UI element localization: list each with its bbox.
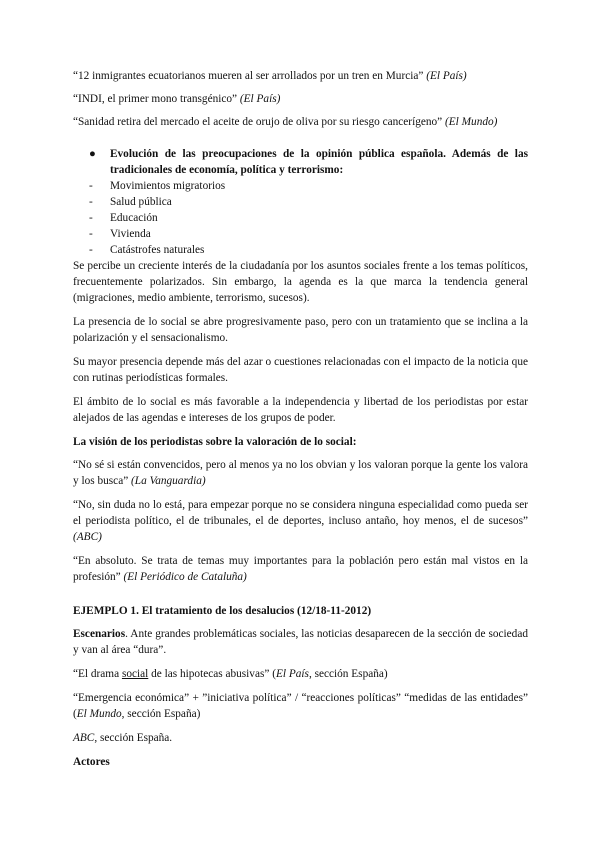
escenarios-paragraph: Escenarios. Ante grandes problemáticas sociales, las noticias desaparecen de la sección de sociedad y van al área “dura”. [73,628,528,656]
document-page [73,68,528,770]
headline-source: (El País) [426,70,467,82]
bullet-heading: ● Evolución de las preocupaciones de la opinión pública española. Además de las tradicionales de economía, política y terrorismo: [89,148,528,176]
journalist-quote-1: “No sé si están convencidos, pero al menos ya no los obvian y los valoran porque la gente los valora y los busca” (La Vanguardia) [73,459,528,487]
quote-source: (La Vanguardia) [131,475,206,487]
headline-source: (El Mundo) [445,116,498,128]
concerns-list [73,178,528,258]
quote-source: (ABC) [73,531,102,543]
paragraph: Se percibe un creciente interés de la ciudadanía por los asuntos sociales frente a los temas políticos, frecuentemente polarizados. Sin embargo, la agenda es la que marca la tendencia general (migraciones, medio ambiente, terrorismo, sucesos). [73,260,528,304]
list-item: - Educación [89,212,158,224]
example-line-2: “Emergencia económica” + ”iniciativa política” / “reacciones políticas” “medidas de las entidades” (El Mundo, sección España) [73,692,528,720]
list-item: - Vivienda [89,228,151,240]
journalist-quote-2: “No, sin duda no lo está, para empezar porque no se considera ninguna especialidad como pueda ser el periodista político, el de tribunales, el de deportes, incluso antaño, hoy menos, el de sucesos” (ABC) [73,499,528,543]
vision-heading: La visión de los periodistas sobre la valoración de lo social: [73,436,357,448]
headline-2: “INDI, el primer mono transgénico” (El País) [73,93,281,105]
headline-source: (El País) [239,93,281,105]
bullet-icon: ● [89,148,96,160]
example-line-1: “El drama social de las hipotecas abusivas” (El País, sección España) [73,668,388,680]
quote-source: (El Periódico de Cataluña) [123,571,247,583]
actores-heading: Actores [73,756,110,768]
paragraph: El ámbito de lo social es más favorable a la independencia y libertad de los periodistas por estar alejados de las agendas e intereses de los grupos de poder. [73,396,528,424]
list-item: - Catástrofes naturales [89,244,205,256]
journalist-quote-3: “En absoluto. Se trata de temas muy importantes para la población pero están mal vistos en la profesión” (El Periódico de Cataluña) [73,555,528,583]
paragraph: Su mayor presencia depende más del azar o cuestiones relacionadas con el impacto de la noticia que con rutinas periodísticas formales. [73,356,528,384]
paragraph: La presencia de lo social se abre progresivamente paso, pero con un tratamiento que se inclina a la polarización y el sensacionalismo. [73,316,528,344]
example-heading: EJEMPLO 1. El tratamiento de los desalucios (12/18-11-2012) [73,605,372,617]
example-line-3: ABC, sección España. [73,732,173,744]
headline-1: “12 inmigrantes ecuatorianos mueren al ser arrollados por un tren en Murcia” (El País) [73,70,467,82]
list-item: - Movimientos migratorios [89,180,226,192]
headline-3: “Sanidad retira del mercado el aceite de orujo de oliva por su riesgo cancerígeno” (El Mundo) [73,116,498,128]
list-item: - Salud pública [89,196,172,208]
